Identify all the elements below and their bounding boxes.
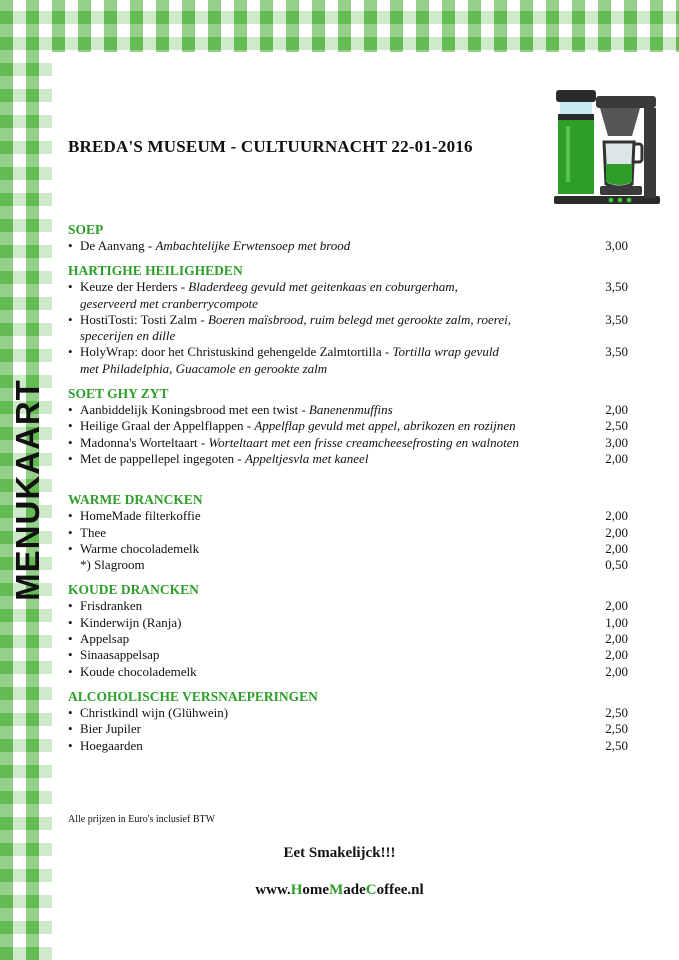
menu-item: • Met de pappellepel ingegoten - Appeltjesvla met kaneel 2,00 — [68, 450, 628, 466]
item-name: Frisdranken — [80, 598, 143, 614]
menu-item: • Hoegaarden 2,50 — [68, 737, 628, 753]
item-price: 3,00 — [605, 238, 628, 253]
menu-item: • Koude chocolademelk 2,00 — [68, 663, 628, 679]
site-part-c: C — [365, 882, 377, 898]
section-heading-warme: WARME DRANCKEN — [68, 492, 203, 508]
item-name: Thee — [80, 524, 106, 540]
item-name: *) Slagroom — [80, 557, 145, 573]
side-title-text: MENUKAART — [9, 379, 46, 601]
item-name: Koude chocolademelk — [80, 663, 197, 679]
coffee-machine-icon — [548, 86, 662, 206]
site-part-m: M — [329, 882, 344, 898]
item-price: 2,00 — [605, 450, 628, 466]
item-name: HolyWrap: door het Christuskind gehengelde Zalmtortilla - — [80, 344, 393, 360]
item-price: 2,50 — [605, 721, 628, 737]
menu-item: • HostiTosti: Tosti Zalm - Boeren maïsbrood, ruim belegd met gerookte zalm, roerei, specerijen en dille 3,50 — [68, 311, 628, 344]
item-price: 2,50 — [605, 704, 628, 720]
site-part-offee: offee.nl — [376, 882, 424, 898]
item-desc-continued: met Philadelphia, Guacamole en gerookte zalm — [80, 360, 328, 376]
item-desc-continued: geserveerd met cranberrycompote — [80, 295, 258, 311]
item-price: 1,00 — [605, 614, 628, 630]
item-name: Sinaasappelsap — [80, 647, 160, 663]
website-link[interactable] — [0, 882, 679, 899]
menu-item: • Sinaasappelsap 2,00 — [68, 647, 628, 663]
item-desc: Appelflap gevuld met appel, abrikozen en rozijnen — [254, 418, 516, 434]
item-price: 3,50 — [605, 311, 628, 327]
page-title: BREDA'S MUSEUM - CULTUURNACHT 22-01-2016 — [68, 137, 473, 156]
item-price: 2,00 — [605, 663, 628, 679]
item-desc: Tortilla wrap gevuld — [392, 344, 499, 360]
site-part-h: H — [290, 882, 303, 898]
section-heading-hartighe: HARTIGHE HEILIGHEDEN — [68, 263, 243, 279]
item-desc: Ambachtelijke Erwtensoep met brood — [155, 238, 351, 253]
item-price: 3,50 — [605, 344, 628, 360]
item-desc: Banenenmuffins — [308, 402, 393, 418]
menu-item: • HolyWrap: door het Christuskind gehengelde Zalmtortilla - Tortilla wrap gevuld met Philadelphia, Guacamole en gerookte zalm 3,50 — [68, 344, 628, 376]
item-price: 0,50 — [605, 557, 628, 573]
item-name: Bier Jupiler — [80, 721, 142, 737]
item-name: Hoegaarden — [80, 737, 143, 753]
item-name: De Aanvang - — [80, 238, 156, 253]
menu-item: • Thee 2,00 — [68, 524, 628, 540]
site-part-ade: ade — [343, 882, 366, 898]
site-part-ome: ome — [302, 882, 330, 898]
item-name: HostiTosti: Tosti Zalm - — [80, 311, 208, 327]
item-name: Appelsap — [80, 631, 130, 647]
item-price: 2,00 — [605, 631, 628, 647]
price-note: Alle prijzen in Euro's inclusief BTW — [68, 814, 216, 825]
section-heading-koude: KOUDE DRANCKEN — [68, 582, 199, 598]
item-name: Christkindl wijn (Glühwein) — [80, 704, 229, 720]
menu-item: • Keuze der Herders - Bladerdeeg gevuld met geitenkaas en coburgerham, geserveerd met cranberrycompote 3,50 — [68, 279, 628, 311]
menu-item: • Aanbiddelijk Koningsbrood met een twist - Banenenmuffins 2,00 — [68, 402, 628, 418]
item-price: 2,00 — [605, 540, 628, 556]
item-desc-continued: specerijen en dille — [80, 328, 176, 344]
item-name: Aanbiddelijk Koningsbrood met een twist - — [80, 402, 309, 418]
section-heading-soet: SOET GHY ZYT — [68, 386, 169, 402]
item-price: 2,00 — [605, 508, 628, 524]
menu-item-extra — [68, 557, 628, 573]
item-price: 2,00 — [605, 524, 628, 540]
item-name: HomeMade filterkoffie — [80, 508, 201, 524]
item-desc: Bladerdeeg gevuld met geitenkaas en coburgerham, — [188, 279, 458, 295]
item-name: Keuze der Herders - — [80, 279, 189, 295]
side-title — [8, 380, 48, 600]
item-price: 2,00 — [605, 402, 628, 418]
closing-text: Eet Smakelijck!!! — [283, 845, 396, 861]
item-name: Heilige Graal der Appelflappen - — [80, 418, 255, 434]
item-name: Kinderwijn (Ranja) — [80, 614, 182, 630]
item-price: 3,00 — [605, 434, 628, 450]
menu-item: • Frisdranken 2,00 — [68, 598, 628, 614]
menu-item: • De Aanvang - Ambachtelijke Erwtensoep met brood 3,00 — [68, 238, 628, 253]
item-price: 2,50 — [605, 737, 628, 753]
item-name: Met de pappellepel ingegoten - — [80, 450, 245, 466]
menu-item: • Heilige Graal der Appelflappen - Appelflap gevuld met appel, abrikozen en rozijnen 2,50 — [68, 418, 628, 434]
menu-list — [68, 222, 628, 754]
menu-item: • Appelsap 2,00 — [68, 631, 628, 647]
section-heading-alcohol: ALCOHOLISCHE VERSNAEPERINGEN — [68, 688, 318, 704]
menu-item: • Madonna's Worteltaart - Worteltaart met een frisse creamcheesefrosting en walnoten 3,00 — [68, 434, 628, 450]
menu-item: • HomeMade filterkoffie 2,00 — [68, 508, 628, 524]
menu-item: • Christkindl wijn (Glühwein) 2,50 — [68, 704, 628, 720]
section-heading-soep: SOEP — [68, 222, 104, 237]
item-desc: Appeltjesvla met kaneel — [244, 450, 369, 466]
menu-item: • Kinderwijn (Ranja) 1,00 — [68, 614, 628, 630]
menu-item: • Bier Jupiler 2,50 — [68, 721, 628, 737]
item-desc: Worteltaart met een frisse creamcheesefrosting en walnoten — [208, 434, 520, 450]
item-desc: Boeren maïsbrood, ruim belegd met gerookte zalm, roerei, — [207, 311, 511, 327]
item-price: 2,00 — [605, 598, 628, 614]
menu-item: • Warme chocolademelk 2,00 — [68, 540, 628, 556]
site-prefix: www. — [255, 882, 291, 898]
item-price: 2,50 — [605, 418, 628, 434]
item-price: 3,50 — [605, 279, 628, 295]
item-name: Warme chocolademelk — [80, 540, 200, 556]
item-price: 2,00 — [605, 647, 628, 663]
item-name: Madonna's Worteltaart - — [80, 434, 209, 450]
